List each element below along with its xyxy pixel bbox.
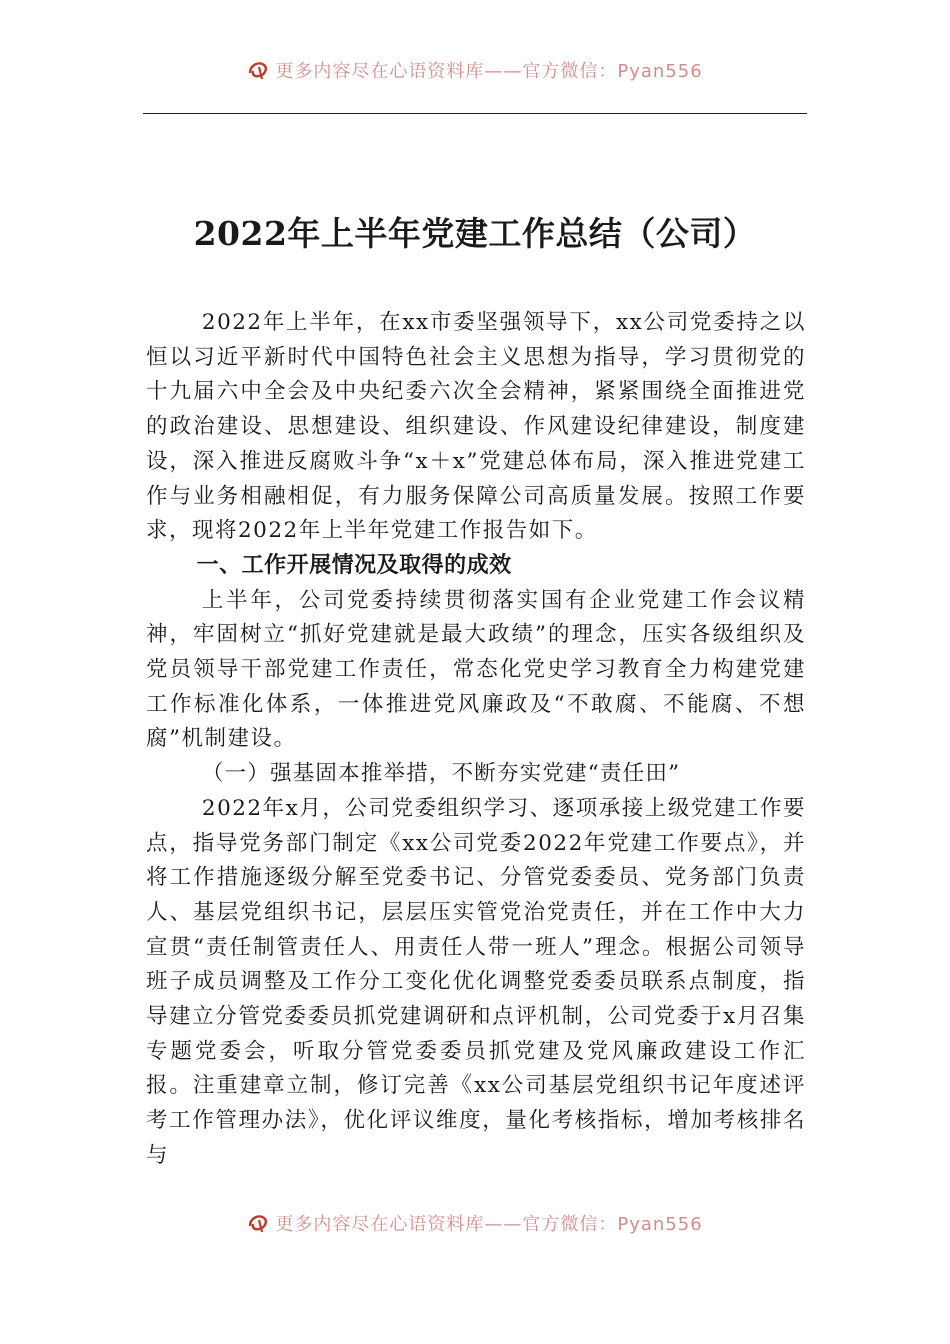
document-body (146, 306, 806, 1174)
document-title: 2022年上半年党建工作总结（公司） (193, 214, 757, 253)
watermark-logo-icon (247, 1212, 271, 1234)
watermark-text: 更多内容尽在心语资料库——官方微信：Pyan556 (275, 1214, 703, 1235)
watermark-logo-icon (247, 59, 271, 81)
subsection-heading: （一）强基固本推举措，不断夯实党建“责任田” (201, 761, 681, 787)
header-rule (143, 113, 807, 114)
section-paragraph: 上半年，公司党委持续贯彻落实国有企业党建工作会议精神，牢固树立“抓好党建就是最大政绩”的理念，压实各级组织及党员领导干部党建工作责任，常态化党史学习教育全力构建党建工作标准化体系，一体推进党风廉政及“不敢腐、不能腐、不想腐”机制建设。 (146, 587, 806, 752)
watermark-top (0, 57, 950, 83)
intro-paragraph: 2022年上半年，在xx市委坚强领导下，xx公司党委持之以恒以习近平新时代中国特色社会主义思想为指导，学习贯彻党的十九届六中全会及中央纪委六次全会精神，紧紧围绕全面推进党的政治建设、思想建设、组织建设、作风建设纪律建设，制度建设，深入推进反腐败斗争“x＋x”党建总体布局，深入推进党建工作与业务相融相促，有力服务保障公司高质量发展。按照工作要求，现将2022年上半年党建工作报告如下。 (146, 310, 806, 544)
watermark-text: 更多内容尽在心语资料库——官方微信：Pyan556 (275, 61, 703, 82)
section-heading: 一、工作开展情况及取得的成效 (196, 552, 512, 578)
watermark-bottom (0, 1210, 950, 1236)
subsection-paragraph: 2022年x月，公司党委组织学习、逐项承接上级党建工作要点，指导党务部门制定《xx公司党委2022年党建工作要点》，并将工作措施逐级分解至党委书记、分管党委委员、党务部门负责人、基层党组织书记，层层压实管党治党责任，并在工作中大力宣贯“责任制管责任人、用责任人带一班人”理念。根据公司领导班子成员调整及工作分工变化优化调整党委委员联系点制度，指导建立分管党委委员抓党建调研和点评机制，公司党委于x月召集专题党委会，听取分管党委委员抓党建及党风廉政建设工作汇报。注重建章立制，修订完善《xx公司基层党组织书记年度述评考工作管理办法》，优化评议维度，量化考核指标，增加考核排名与 (146, 795, 806, 1168)
